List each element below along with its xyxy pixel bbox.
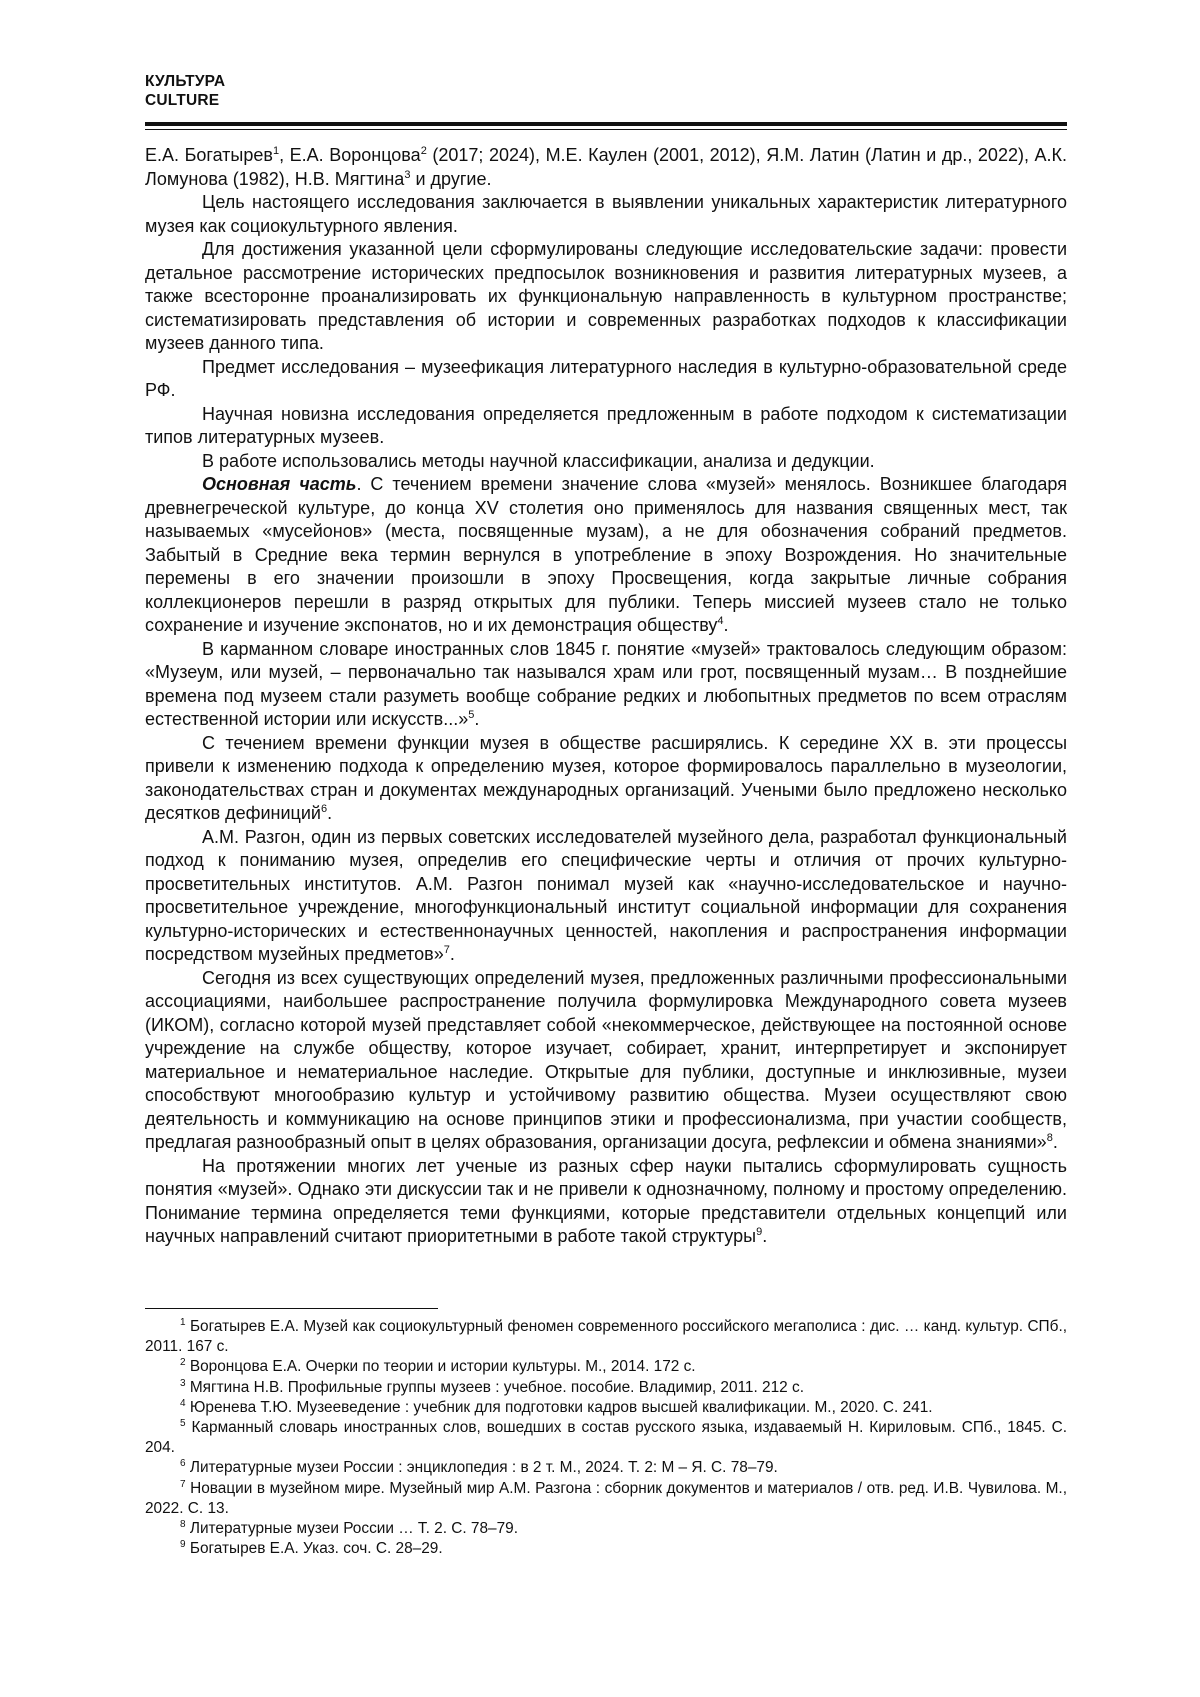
footnote-text: Мягтина Н.В. Профильные группы музеев : учебное. пособие. Владимир, 2011. 212 с. — [189, 1378, 804, 1396]
footnote-number: 2 — [180, 1357, 186, 1369]
footnote-text: Юренева Т.Ю. Музееведение : учебник для подготовки кадров высшей квалификации. М., 2020. С. 241. — [189, 1398, 933, 1416]
paragraph: С течением времени функции музея в обществе расширялись. К середине XX в. эти процессы привели к изменению подхода к определению музея, которое формировалось параллельно в музеологии, законодательствах стран и документах международных организаций. Учеными было предложено несколько десятков дефиниций$^6$. — [145, 732, 1067, 823]
text: (2017; 2024), М.Е. Каулен (2001, 2012), Я.М. Латин (Латин и др., 2022), А.К. Ломунова (1982), Н.В. Мягтина — [145, 145, 1068, 189]
footnote-number: 7 — [180, 1478, 186, 1490]
footnote-text: Богатырев Е.А. Музей как социокультурный феномен современного российского мегаполиса : дис. … канд. культур. СПб., 2011. 167 с. — [145, 1318, 1067, 1356]
paragraph: Предмет исследования – музеефикация литературного наследия в культурно-образовательной среде РФ. — [145, 356, 1067, 400]
header-rule-thick — [145, 122, 1067, 126]
section-lead: Основная часть — [202, 474, 357, 494]
footnote-marker: 2 — [420, 145, 427, 157]
text: Сегодня из всех существующих определений музея, предложенных различными профессиональными ассоциациями, наибольшее распространение получила формулировка Международного совета музеев (ИКОМ), согласно которой музей представляет собой «некоммерческое, действующее на постоянной основе учреждение на службе обществу, которое изучает, собирает, хранит, интерпретирует и экспонирует материальное и нематериальное наследие. Открытые для публики, доступные и инклюзивные, музеи способствуют многообразию культур и устойчивому развитию общества. Музеи осуществляют свою деятельность и коммуникацию на основе принципов этики и профессионализма, при участии сообществ, предлагая разнообразный опыт в целях образования, организации досуга, рефлексии и обмена знаниями» — [145, 967, 1067, 1152]
footnote-number: 3 — [180, 1377, 186, 1389]
footnote-separator — [145, 1308, 438, 1309]
footnote-number: 6 — [180, 1458, 186, 1470]
footnote-text: Богатырев Е.А. Указ. соч. С. 28–29. — [189, 1540, 443, 1558]
section-title-ru: КУЛЬТУРА — [145, 73, 226, 90]
text: . С течением времени значение слова «музей» менялось. Возникшее благодаря древнегреческой культуре, до конца XV столетия оно применялось для названия священных мест, так называемых «мусейонов» (места, посвященные музам), а не для обозначения собраний предметов. Забытый в Средние века термин вернулся в употребление в эпоху Возрождения. Но значительные перемены в его значении произошли в эпоху Просвещения, когда закрытые личные собрания коллекционеров перешли в разряд открытых для публики. Теперь миссией музеев стало не только сохранение и изучение экспонатов, но и их демонстрация обществу — [145, 474, 1067, 635]
footnote — [145, 1539, 1067, 1559]
footnote-number: 5 — [180, 1417, 186, 1429]
footnote-text: Карманный словарь иностранных слов, вошедших в состав русского языка, издаваемый Н. Кириловым. СПб., 1845. С. 204. — [145, 1419, 1068, 1457]
body-text — [145, 144, 1067, 1249]
paragraph — [145, 144, 1067, 191]
footnote-marker: 5 — [468, 709, 475, 721]
footnote-marker: 1 — [272, 145, 280, 157]
footnote-text: Новации в музейном мире. Музейный мир А.М. Разгона : сборник документов и материалов / отв. ред. И.В. Чувилова. М., 2022. С. 13. — [145, 1479, 1067, 1517]
footnote — [145, 1519, 1067, 1539]
footnote-number: 4 — [180, 1397, 186, 1409]
section-title-en: CULTURE — [145, 92, 220, 109]
paragraph: В карманном словаре иностранных слов 1845 г. понятие «музей» трактовалось следующим образом: «Музеум, или музей, – первоначально так назывался храм или грот, посвященный музам… В позднейшие времена под музеем стали разуметь вообще собрание редких и любопытных предметов по всем отраслям естественной истории или искусств...»$^5$. — [145, 638, 1067, 729]
paragraph: Основная часть. С течением времени значение слова «музей» менялось. Возникшее благодаря древнегреческой культуре, до конца XV столетия оно применялось для названия священных мест, так называемых «мусейонов» (места, посвященные музам), а не для обозначения собраний предметов. Забытый в Средние века термин вернулся в употребление в эпоху Возрождения. Но значительные перемены в его значении произошли в эпоху Просвещения, когда закрытые личные собрания коллекционеров перешли в разряд открытых для публики. Теперь миссией музеев стало не только сохранение и изучение экспонатов, но и их демонстрация обществу$^4$. — [145, 474, 1067, 635]
footnote-text: Литературные музеи России … Т. 2. С. 78–79. — [189, 1520, 518, 1538]
text: На протяжении многих лет ученые из разных сфер науки пытались сформулировать сущность понятия «музей». Однако эти дискуссии так и не привели к однозначному, полному и простому определению. Понимание термина определяется теми функциями, которые представители отдельных концепций или научных направлений считают приоритетными в работе такой структуры — [145, 1155, 1067, 1246]
text: и другие. — [410, 168, 492, 189]
footnote-marker: 8 — [1046, 1132, 1053, 1144]
footnote-text: Литературные музеи России : энциклопедия : в 2 т. М., 2024. Т. 2: М – Я. С. 78–79. — [189, 1459, 778, 1477]
paragraph: На протяжении многих лет ученые из разных сфер науки пытались сформулировать сущность понятия «музей». Однако эти дискуссии так и не привели к однозначному, полному и простому определению. Понимание термина определяется теми функциями, которые представители отдельных концепций или научных направлений считают приоритетными в работе такой структуры$^9$. — [145, 1155, 1067, 1246]
footnote-number: 9 — [180, 1539, 186, 1551]
paragraph: Цель настоящего исследования заключается в выявлении уникальных характеристик литературного музея как социокультурного явления. — [145, 192, 1067, 236]
footnote-marker: 6 — [320, 803, 328, 815]
footnote — [145, 1398, 1067, 1418]
footnote-marker: 7 — [443, 944, 450, 956]
text: А.М. Разгон, один из первых советских исследователей музейного дела, разработал функциональный подход к пониманию музея, определив его специфические черты и отличия от прочих культурно-просветительных институтов. А.М. Разгон понимал музей как «научно-исследовательское и научно-просветительное учреждение, многофункциональный институт социальной информации для сохранения культурно-исторических и естественнонаучных ценностей, накопления и распространения информации посредством музейных предметов» — [145, 826, 1067, 964]
paragraph: Для достижения указанной цели сформулированы следующие исследовательские задачи: провести детальное рассмотрение исторических предпосылок возникновения и развития литературных музеев, а также всесторонне проанализировать их функциональную направленность в культурном пространстве; систематизировать представления об истории и современных разработках подходов к классификации музеев данного типа. — [145, 239, 1067, 353]
footnote — [145, 1479, 1067, 1519]
footnote-marker: 3 — [404, 168, 411, 181]
paragraph: Научная новизна исследования определяется предложенным в работе подходом к систематизации типов литературных музеев. — [145, 403, 1067, 447]
text: , Е.А. Воронцова — [279, 145, 421, 165]
footnote — [145, 1357, 1067, 1377]
running-head — [145, 72, 225, 110]
footnote-marker: 9 — [756, 1226, 763, 1238]
footnote — [145, 1458, 1067, 1478]
footnote-number: 8 — [180, 1518, 186, 1530]
paragraph: Сегодня из всех существующих определений музея, предложенных различными профессиональными ассоциациями, наибольшее распространение получила формулировка Международного совета музеев (ИКОМ), согласно которой музей представляет собой «некоммерческое, действующее на постоянной основе учреждение на службе обществу, которое изучает, собирает, хранит, интерпретирует и экспонирует материальное и нематериальное наследие. Открытые для публики, доступные и инклюзивные, музеи способствуют многообразию культур и устойчивому развитию общества. Музеи осуществляют свою деятельность и коммуникацию на основе принципов этики и профессионализма, при участии сообществ, предлагая разнообразный опыт в целях образования, организации досуга, рефлексии и обмена знаниями»$^8$. — [145, 967, 1067, 1152]
footnotes — [145, 1317, 1067, 1559]
footnote-text: Воронцова Е.А. Очерки по теории и истории культуры. М., 2014. 172 с. — [189, 1358, 696, 1376]
paragraph: А.М. Разгон, один из первых советских исследователей музейного дела, разработал функциональный подход к пониманию музея, определив его специфические черты и отличия от прочих культурно-просветительных институтов. А.М. Разгон понимал музей как «научно-исследовательское и научно-просветительное учреждение, многофункциональный институт социальной информации для сохранения культурно-исторических и естественнонаучных ценностей, накопления и распространения информации посредством музейных предметов»$^7$. — [145, 826, 1067, 964]
footnote — [145, 1418, 1067, 1458]
footnote — [145, 1378, 1067, 1398]
text: С течением времени функции музея в обществе расширялись. К середине XX в. эти процессы привели к изменению подхода к определению музея, которое формировалось параллельно в музеологии, законодательствах стран и документах международных организаций. Учеными было предложено несколько десятков дефиниций — [145, 732, 1067, 823]
footnote-marker: 4 — [717, 615, 724, 627]
footnote — [145, 1317, 1067, 1357]
paragraph: В работе использовались методы научной классификации, анализа и дедукции. — [202, 450, 875, 471]
header-rule-thin — [145, 129, 1067, 130]
text: В карманном словаре иностранных слов 1845 г. понятие «музей» трактовалось следующим образом: «Музеум, или музей, – первоначально так назывался храм или грот, посвященный музам… В позднейшие времена под музеем стали разуметь вообще собрание редких и любопытных предметов по всем отраслям естественной истории или искусств...» — [145, 638, 1067, 729]
text: Е.А. Богатырев — [145, 145, 273, 165]
footnote-number: 1 — [180, 1316, 186, 1328]
